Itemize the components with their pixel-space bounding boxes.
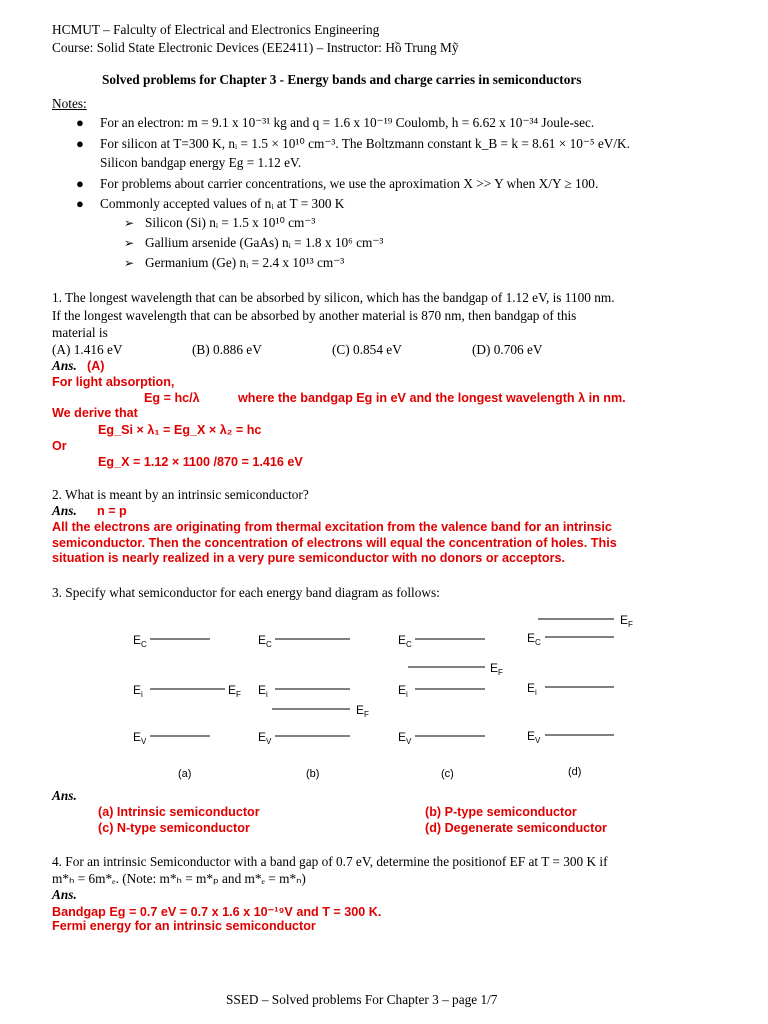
q1-choice-d: (D) 0.706 eV <box>472 342 543 357</box>
q1-solution-4: Eg_Si × λ₁ = Eg_X × λ₂ = hc <box>98 423 262 437</box>
q4-ans-line-1: Bandgap Eg = 0.7 eV = 0.7 x 1.6 x 10⁻¹⁹V and T = 300 K. <box>52 905 382 919</box>
bullet-icon: ● <box>76 196 84 211</box>
bullet-icon: ● <box>76 136 84 151</box>
caption-a: (a) <box>178 768 192 780</box>
bullet-icon: ● <box>76 176 84 191</box>
label-ei: $E_i$ <box>527 681 537 697</box>
label-ev: $E_V$ <box>527 729 541 745</box>
q1-line-2: If the longest wavelength that can be absorbed by another material is 870 nm, then bandgap of this <box>52 308 577 323</box>
caption-c: (c) <box>441 768 454 780</box>
label-ef: $E_F$ <box>620 613 633 629</box>
note-silicon-constants: For silicon at T=300 K, nᵢ = 1.5 × 10¹⁰ cm⁻³. The Boltzmann constant k_B = k = 8.61 × 10⁻⁵ eV/K. <box>100 136 630 151</box>
q1-line-3: material is <box>52 325 108 340</box>
q1-solution-1: For light absorption, <box>52 375 175 389</box>
label-ec: $E_C$ <box>133 633 147 649</box>
q1-ans-value: (A) <box>87 359 105 373</box>
label-ef: $E_F$ <box>228 683 241 699</box>
ni-germanium: Germanium (Ge) nᵢ = 2.4 x 10¹³ cm⁻³ <box>145 255 345 270</box>
caption-d: (d) <box>568 766 582 778</box>
q1-choice-c: (C) 0.854 eV <box>332 342 402 357</box>
q2-ans-label: Ans. <box>52 503 77 518</box>
label-ei: $E_i$ <box>133 683 143 699</box>
q4-line-1: 4. For an intrinsic Semiconductor with a band gap of 0.7 eV, determine the positionof EF at T = 300 K if <box>52 854 608 869</box>
q3-answer-b: (b) P-type semiconductor <box>425 805 577 819</box>
arrow-bullet-icon: ➢ <box>124 236 135 250</box>
q1-choice-a: (A) 1.416 eV <box>52 342 123 357</box>
note-ni-values: Commonly accepted values of nᵢ at T = 300 K <box>100 196 345 211</box>
label-ec: $E_C$ <box>527 631 541 647</box>
label-ec: $E_C$ <box>258 633 272 649</box>
q4-ans-line-2: Fermi energy for an intrinsic semiconductor <box>52 919 316 933</box>
q2-ans-value: n = p <box>97 504 127 518</box>
bullet-icon: ● <box>76 115 84 130</box>
q1-solution-formula: Eg = hc/λ <box>144 391 200 405</box>
label-ev: $E_V$ <box>258 730 272 746</box>
label-ec: $E_C$ <box>398 633 412 649</box>
q1-solution-3: We derive that <box>52 406 138 420</box>
q2-ans-line-2: semiconductor. Then the concentration of electrons will equal the concentration of holes. This <box>52 536 617 550</box>
q1-solution-5: Or <box>52 439 67 453</box>
label-ev: $E_V$ <box>133 730 147 746</box>
arrow-bullet-icon: ➢ <box>124 256 135 270</box>
label-ef: $E_F$ <box>356 703 369 719</box>
q1-line-1: 1. The longest wavelength that can be absorbed by silicon, which has the bandgap of 1.12 eV, is 1100 nm. <box>52 290 615 305</box>
label-ef: $E_F$ <box>490 661 503 677</box>
energy-band-diagrams <box>0 605 768 785</box>
page-title: Solved problems for Chapter 3 - Energy bands and charge carries in semiconductors <box>102 72 582 87</box>
note-silicon-bandgap: Silicon bandgap energy Eg = 1.12 eV. <box>100 155 302 170</box>
ni-gaas: Gallium arsenide (GaAs) nᵢ = 1.8 x 10⁶ cm⁻³ <box>145 235 384 250</box>
caption-b: (b) <box>306 768 320 780</box>
q2-ans-line-3: situation is nearly realized in a very pure semiconductor with no donors or acceptors. <box>52 551 565 565</box>
label-ei: $E_i$ <box>398 683 408 699</box>
label-ei: $E_i$ <box>258 683 268 699</box>
q3-ans-label: Ans. <box>52 788 77 803</box>
q1-choice-b: (B) 0.886 eV <box>192 342 262 357</box>
header-line-1: HCMUT – Falculty of Electrical and Electronics Engineering <box>52 22 380 37</box>
q4-ans-label: Ans. <box>52 887 77 902</box>
q2-ans-line-1: All the electrons are originating from thermal excitation from the valence band for an intrinsic <box>52 520 612 534</box>
note-electron-constants: For an electron: m = 9.1 x 10⁻³¹ kg and q = 1.6 x 10⁻¹⁹ Coulomb, h = 6.62 x 10⁻³⁴ Joule-sec. <box>100 115 595 130</box>
q3-answer-a: (a) Intrinsic semiconductor <box>98 805 260 819</box>
ni-silicon: Silicon (Si) nᵢ = 1.5 x 10¹⁰ cm⁻³ <box>145 215 316 230</box>
q1-ans-label: Ans. <box>52 358 77 373</box>
q3-answer-d: (d) Degenerate semiconductor <box>425 821 607 835</box>
q3-answer-c: (c) N-type semiconductor <box>98 821 250 835</box>
page-footer: SSED – Solved problems For Chapter 3 – page 1/7 <box>226 992 498 1007</box>
note-approximation: For problems about carrier concentrations, we use the aproximation X >> Y when X/Y ≥ 100. <box>100 176 599 191</box>
q2-question: 2. What is meant by an intrinsic semiconductor? <box>52 487 309 502</box>
label-ev: $E_V$ <box>398 730 412 746</box>
arrow-bullet-icon: ➢ <box>124 216 135 230</box>
header-line-2: Course: Solid State Electronic Devices (EE2411) – Instructor: Hồ Trung Mỹ <box>52 40 459 55</box>
q4-line-2: m*ₕ = 6m*ₑ. (Note: m*ₕ = m*ₚ and m*ₑ = m*ₙ) <box>52 871 306 886</box>
notes-label: Notes: <box>52 96 87 111</box>
q1-solution-explanation: where the bandgap Eg in eV and the longest wavelength λ in nm. <box>238 391 626 405</box>
q3-question: 3. Specify what semiconductor for each energy band diagram as follows: <box>52 585 440 600</box>
q1-solution-6: Eg_X = 1.12 × 1100 /870 = 1.416 eV <box>98 455 303 469</box>
